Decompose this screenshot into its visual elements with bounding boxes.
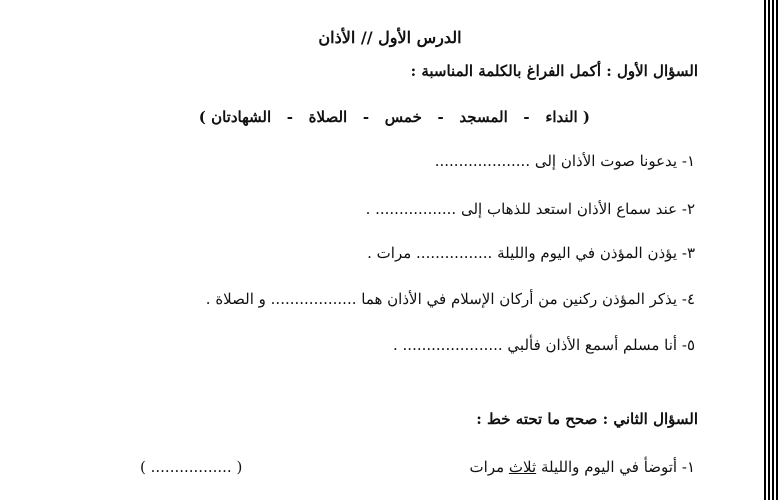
answer-blank: ( ................. ) — [140, 458, 243, 476]
item-text-before: ١- أتوضأ في اليوم والليلة — [536, 458, 695, 476]
question-1-item: ٣- يؤذن المؤذن في اليوم والليلة ................ مرات . — [367, 244, 695, 262]
question-1-item: ٥- أنا مسلم أسمع الأذان فألبي ..................... . — [393, 336, 695, 354]
lesson-title: الدرس الأول // الأذان — [318, 28, 462, 47]
question-2-item — [470, 458, 695, 476]
question-1-item: ١- يدعونا صوت الأذان إلى .................... — [434, 152, 695, 170]
question-1-item: ٤- يذكر المؤذن ركنين من أركان الإسلام في الأذان هما .................. و الصلاة . — [205, 290, 695, 308]
item-text-after: مرات — [469, 458, 509, 476]
question-1-heading: السؤال الأول : أكمل الفراغ بالكلمة المناسبة : — [410, 62, 698, 80]
question-2-heading: السؤال الثاني : صحح ما تحته خط : — [476, 410, 698, 428]
underlined-word: ثلاث — [508, 458, 537, 476]
word-bank: ( النداء - المسجد - خمس - الصلاة - الشهادتان ) — [198, 108, 590, 126]
page-border — [764, 0, 780, 500]
question-1-item: ٢- عند سماع الأذان استعد للذهاب إلى ................. . — [365, 200, 695, 218]
